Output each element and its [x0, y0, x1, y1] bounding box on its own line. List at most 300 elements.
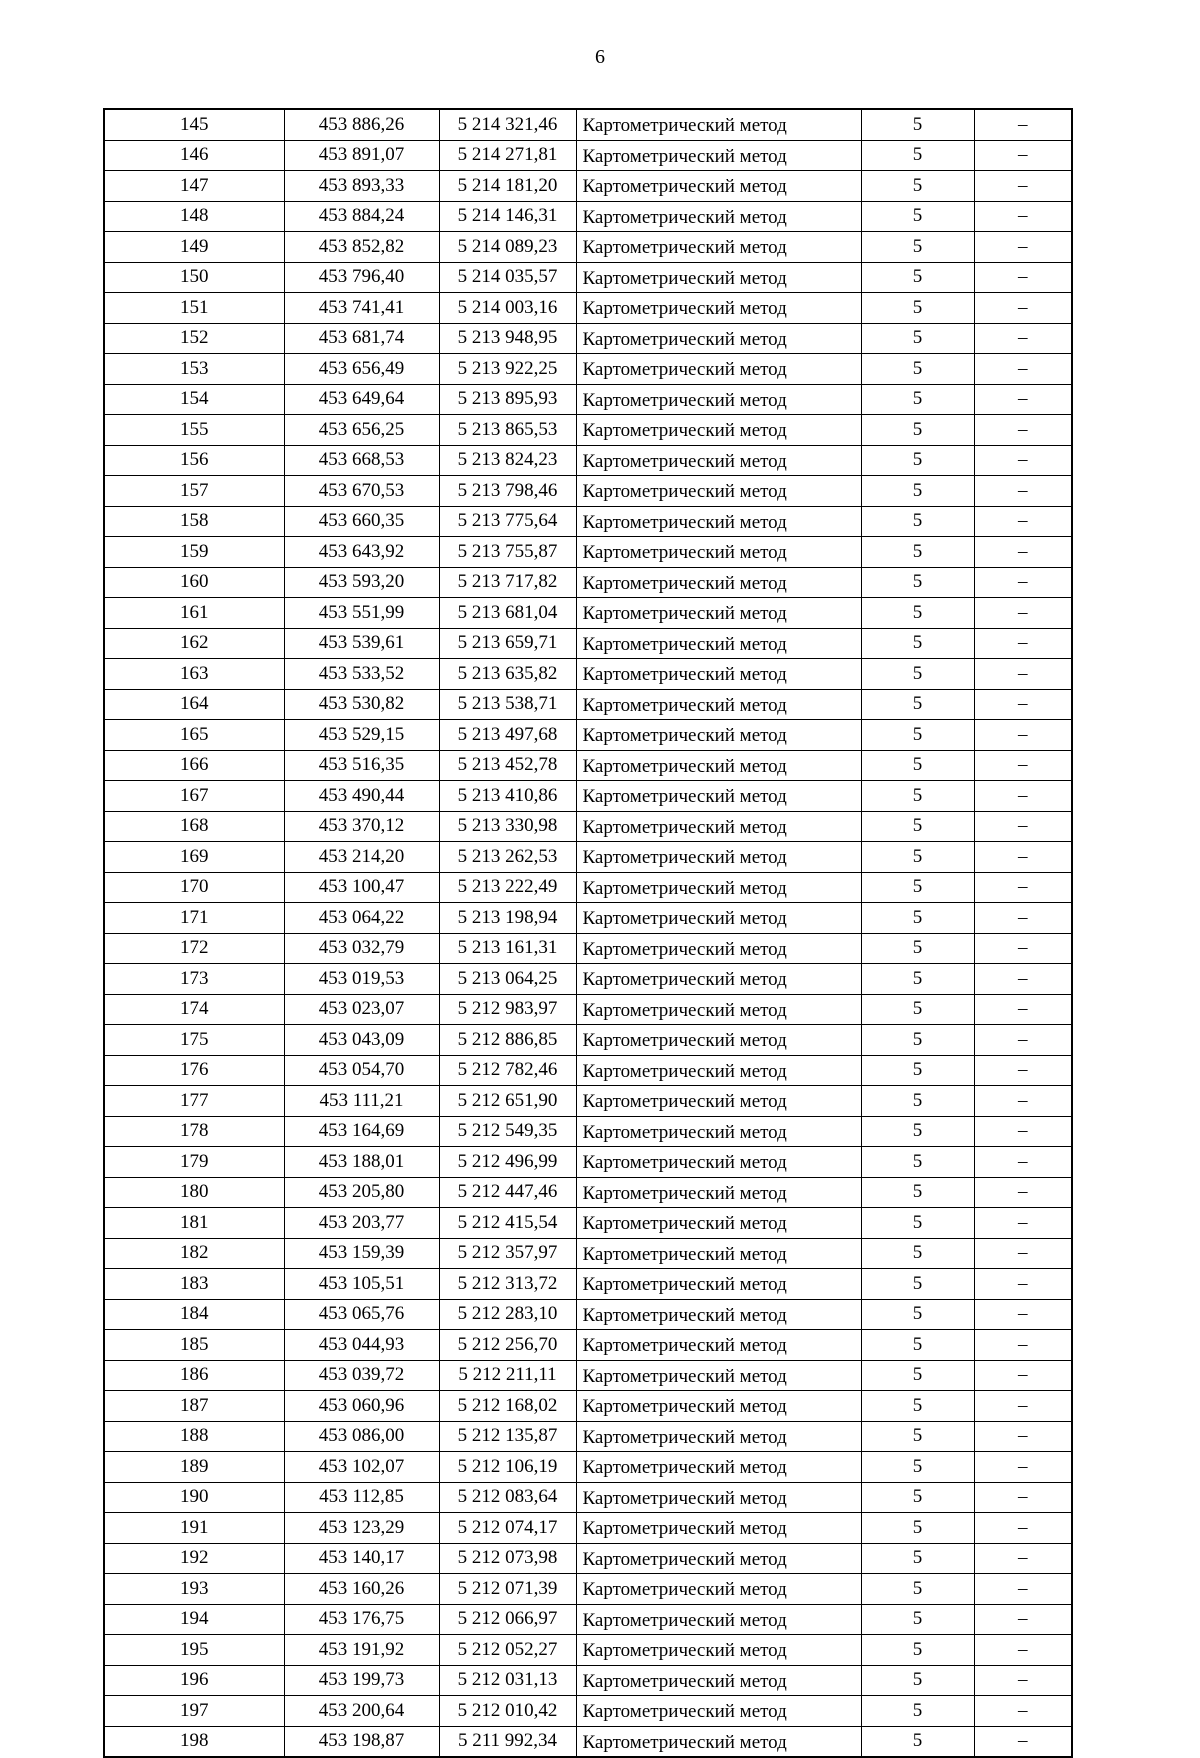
method-cell: Картометрический метод — [576, 1665, 861, 1696]
coordinate-y-cell: 5 214 271,81 — [439, 140, 576, 171]
description-cell: – — [974, 415, 1072, 446]
coordinate-y-cell: 5 212 256,70 — [439, 1330, 576, 1361]
coordinate-x-cell: 453 039,72 — [284, 1360, 439, 1391]
coordinate-x-cell: 453 516,35 — [284, 750, 439, 781]
method-cell: Картометрический метод — [576, 171, 861, 202]
table-row — [104, 384, 1072, 415]
method-cell: Картометрический метод — [576, 720, 861, 751]
description-cell: – — [974, 384, 1072, 415]
description-cell: – — [974, 1086, 1072, 1117]
method-cell: Картометрический метод — [576, 1055, 861, 1086]
point-number-cell: 161 — [104, 598, 284, 629]
accuracy-cell: 5 — [861, 109, 974, 140]
description-cell: – — [974, 1360, 1072, 1391]
table-row — [104, 628, 1072, 659]
coordinate-x-cell: 453 199,73 — [284, 1665, 439, 1696]
table-row — [104, 201, 1072, 232]
point-number-cell: 168 — [104, 811, 284, 842]
description-cell: – — [974, 201, 1072, 232]
accuracy-cell: 5 — [861, 1421, 974, 1452]
accuracy-cell: 5 — [861, 1025, 974, 1056]
coordinates-table — [103, 108, 1073, 1758]
method-cell: Картометрический метод — [576, 201, 861, 232]
coordinate-x-cell: 453 032,79 — [284, 933, 439, 964]
coordinate-x-cell: 453 670,53 — [284, 476, 439, 507]
accuracy-cell: 5 — [861, 567, 974, 598]
table-row — [104, 567, 1072, 598]
description-cell: – — [974, 659, 1072, 690]
coordinate-x-cell: 453 054,70 — [284, 1055, 439, 1086]
description-cell: – — [974, 1635, 1072, 1666]
table-row — [104, 1330, 1072, 1361]
coordinate-x-cell: 453 681,74 — [284, 323, 439, 354]
method-cell: Картометрический метод — [576, 1086, 861, 1117]
description-cell: – — [974, 567, 1072, 598]
description-cell: – — [974, 628, 1072, 659]
description-cell: – — [974, 994, 1072, 1025]
table-row — [104, 140, 1072, 171]
coordinate-x-cell: 453 668,53 — [284, 445, 439, 476]
coordinate-y-cell: 5 212 983,97 — [439, 994, 576, 1025]
coordinate-x-cell: 453 200,64 — [284, 1696, 439, 1727]
coordinate-x-cell: 453 065,76 — [284, 1299, 439, 1330]
coordinate-y-cell: 5 213 824,23 — [439, 445, 576, 476]
point-number-cell: 197 — [104, 1696, 284, 1727]
description-cell: – — [974, 1177, 1072, 1208]
coordinate-x-cell: 453 102,07 — [284, 1452, 439, 1483]
coordinate-x-cell: 453 188,01 — [284, 1147, 439, 1178]
method-cell: Картометрический метод — [576, 903, 861, 934]
point-number-cell: 198 — [104, 1726, 284, 1757]
accuracy-cell: 5 — [861, 750, 974, 781]
point-number-cell: 151 — [104, 293, 284, 324]
method-cell: Картометрический метод — [576, 1330, 861, 1361]
coordinate-y-cell: 5 213 410,86 — [439, 781, 576, 812]
description-cell: – — [974, 598, 1072, 629]
coordinate-x-cell: 453 214,20 — [284, 842, 439, 873]
point-number-cell: 187 — [104, 1391, 284, 1422]
coordinate-x-cell: 453 203,77 — [284, 1208, 439, 1239]
point-number-cell: 145 — [104, 109, 284, 140]
point-number-cell: 188 — [104, 1421, 284, 1452]
table-row — [104, 262, 1072, 293]
coordinate-y-cell: 5 212 357,97 — [439, 1238, 576, 1269]
point-number-cell: 177 — [104, 1086, 284, 1117]
point-number-cell: 192 — [104, 1543, 284, 1574]
coordinate-x-cell: 453 019,53 — [284, 964, 439, 995]
accuracy-cell: 5 — [861, 262, 974, 293]
coordinate-y-cell: 5 212 083,64 — [439, 1482, 576, 1513]
description-cell: – — [974, 1116, 1072, 1147]
description-cell: – — [974, 903, 1072, 934]
table-row — [104, 1543, 1072, 1574]
coordinate-y-cell: 5 214 003,16 — [439, 293, 576, 324]
accuracy-cell: 5 — [861, 171, 974, 202]
coordinate-y-cell: 5 213 330,98 — [439, 811, 576, 842]
point-number-cell: 169 — [104, 842, 284, 873]
coordinate-x-cell: 453 111,21 — [284, 1086, 439, 1117]
coordinate-x-cell: 453 105,51 — [284, 1269, 439, 1300]
table-row — [104, 689, 1072, 720]
point-number-cell: 149 — [104, 232, 284, 263]
point-number-cell: 158 — [104, 506, 284, 537]
description-cell: – — [974, 262, 1072, 293]
coordinate-y-cell: 5 212 211,11 — [439, 1360, 576, 1391]
method-cell: Картометрический метод — [576, 1421, 861, 1452]
description-cell: – — [974, 933, 1072, 964]
coordinate-x-cell: 453 741,41 — [284, 293, 439, 324]
point-number-cell: 174 — [104, 994, 284, 1025]
coordinate-y-cell: 5 213 865,53 — [439, 415, 576, 446]
table-row — [104, 964, 1072, 995]
table-row — [104, 1574, 1072, 1605]
description-cell: – — [974, 964, 1072, 995]
coordinate-x-cell: 453 176,75 — [284, 1604, 439, 1635]
accuracy-cell: 5 — [861, 1665, 974, 1696]
method-cell: Картометрический метод — [576, 1177, 861, 1208]
table-row — [104, 232, 1072, 263]
table-row — [104, 415, 1072, 446]
description-cell: – — [974, 781, 1072, 812]
point-number-cell: 190 — [104, 1482, 284, 1513]
method-cell: Картометрический метод — [576, 994, 861, 1025]
description-cell: – — [974, 1025, 1072, 1056]
method-cell: Картометрический метод — [576, 1452, 861, 1483]
coordinate-y-cell: 5 213 775,64 — [439, 506, 576, 537]
description-cell: – — [974, 109, 1072, 140]
description-cell: – — [974, 1696, 1072, 1727]
point-number-cell: 173 — [104, 964, 284, 995]
coordinate-y-cell: 5 213 798,46 — [439, 476, 576, 507]
point-number-cell: 160 — [104, 567, 284, 598]
description-cell: – — [974, 811, 1072, 842]
method-cell: Картометрический метод — [576, 354, 861, 385]
table-row — [104, 872, 1072, 903]
method-cell: Картометрический метод — [576, 964, 861, 995]
point-number-cell: 154 — [104, 384, 284, 415]
coordinate-y-cell: 5 212 283,10 — [439, 1299, 576, 1330]
coordinate-x-cell: 453 164,69 — [284, 1116, 439, 1147]
description-cell: – — [974, 1543, 1072, 1574]
point-number-cell: 179 — [104, 1147, 284, 1178]
table-row — [104, 1482, 1072, 1513]
table-row — [104, 1055, 1072, 1086]
table-row — [104, 445, 1072, 476]
description-cell: – — [974, 140, 1072, 171]
point-number-cell: 166 — [104, 750, 284, 781]
method-cell: Картометрический метод — [576, 598, 861, 629]
coordinate-x-cell: 453 112,85 — [284, 1482, 439, 1513]
method-cell: Картометрический метод — [576, 323, 861, 354]
description-cell: – — [974, 720, 1072, 751]
coordinate-y-cell: 5 211 992,34 — [439, 1726, 576, 1757]
coordinate-y-cell: 5 212 052,27 — [439, 1635, 576, 1666]
table-row — [104, 1696, 1072, 1727]
method-cell: Картометрический метод — [576, 1635, 861, 1666]
method-cell: Картометрический метод — [576, 1513, 861, 1544]
coordinate-y-cell: 5 213 262,53 — [439, 842, 576, 873]
accuracy-cell: 5 — [861, 1604, 974, 1635]
accuracy-cell: 5 — [861, 293, 974, 324]
table-row — [104, 506, 1072, 537]
accuracy-cell: 5 — [861, 598, 974, 629]
accuracy-cell: 5 — [861, 201, 974, 232]
description-cell: – — [974, 1330, 1072, 1361]
table-row — [104, 598, 1072, 629]
coordinate-y-cell: 5 212 782,46 — [439, 1055, 576, 1086]
coordinate-x-cell: 453 159,39 — [284, 1238, 439, 1269]
method-cell: Картометрический метод — [576, 811, 861, 842]
method-cell: Картометрический метод — [576, 1238, 861, 1269]
description-cell: – — [974, 1452, 1072, 1483]
point-number-cell: 163 — [104, 659, 284, 690]
coordinate-x-cell: 453 043,09 — [284, 1025, 439, 1056]
accuracy-cell: 5 — [861, 232, 974, 263]
method-cell: Картометрический метод — [576, 842, 861, 873]
method-cell: Картометрический метод — [576, 1025, 861, 1056]
table-row — [104, 354, 1072, 385]
description-cell: – — [974, 1665, 1072, 1696]
coordinate-x-cell: 453 884,24 — [284, 201, 439, 232]
method-cell: Картометрический метод — [576, 476, 861, 507]
accuracy-cell: 5 — [861, 1543, 974, 1574]
coordinate-y-cell: 5 213 717,82 — [439, 567, 576, 598]
coordinate-x-cell: 453 044,93 — [284, 1330, 439, 1361]
coordinate-x-cell: 453 660,35 — [284, 506, 439, 537]
table-row — [104, 842, 1072, 873]
coordinate-y-cell: 5 213 922,25 — [439, 354, 576, 385]
method-cell: Картометрический метод — [576, 537, 861, 568]
coordinate-y-cell: 5 213 452,78 — [439, 750, 576, 781]
description-cell: – — [974, 476, 1072, 507]
accuracy-cell: 5 — [861, 506, 974, 537]
accuracy-cell: 5 — [861, 445, 974, 476]
point-number-cell: 148 — [104, 201, 284, 232]
accuracy-cell: 5 — [861, 872, 974, 903]
coordinate-x-cell: 453 191,92 — [284, 1635, 439, 1666]
method-cell: Картометрический метод — [576, 506, 861, 537]
description-cell: – — [974, 1208, 1072, 1239]
point-number-cell: 178 — [104, 1116, 284, 1147]
coordinate-y-cell: 5 213 681,04 — [439, 598, 576, 629]
accuracy-cell: 5 — [861, 689, 974, 720]
method-cell: Картометрический метод — [576, 1299, 861, 1330]
table-row — [104, 537, 1072, 568]
table-row — [104, 323, 1072, 354]
description-cell: – — [974, 842, 1072, 873]
coordinate-y-cell: 5 212 135,87 — [439, 1421, 576, 1452]
point-number-cell: 153 — [104, 354, 284, 385]
coordinate-y-cell: 5 213 755,87 — [439, 537, 576, 568]
accuracy-cell: 5 — [861, 659, 974, 690]
accuracy-cell: 5 — [861, 323, 974, 354]
coordinate-x-cell: 453 160,26 — [284, 1574, 439, 1605]
accuracy-cell: 5 — [861, 415, 974, 446]
table-row — [104, 781, 1072, 812]
description-cell: – — [974, 232, 1072, 263]
accuracy-cell: 5 — [861, 1177, 974, 1208]
coordinate-y-cell: 5 214 035,57 — [439, 262, 576, 293]
description-cell: – — [974, 1055, 1072, 1086]
description-cell: – — [974, 1604, 1072, 1635]
description-cell: – — [974, 1574, 1072, 1605]
coordinate-y-cell: 5 212 074,17 — [439, 1513, 576, 1544]
accuracy-cell: 5 — [861, 1726, 974, 1757]
method-cell: Картометрический метод — [576, 1208, 861, 1239]
coordinate-y-cell: 5 214 321,46 — [439, 109, 576, 140]
point-number-cell: 170 — [104, 872, 284, 903]
method-cell: Картометрический метод — [576, 140, 861, 171]
accuracy-cell: 5 — [861, 1116, 974, 1147]
coordinate-x-cell: 453 893,33 — [284, 171, 439, 202]
point-number-cell: 157 — [104, 476, 284, 507]
table-row — [104, 1238, 1072, 1269]
table-row — [104, 109, 1072, 140]
coordinate-y-cell: 5 212 071,39 — [439, 1574, 576, 1605]
point-number-cell: 186 — [104, 1360, 284, 1391]
table-row — [104, 1299, 1072, 1330]
point-number-cell: 147 — [104, 171, 284, 202]
coordinate-x-cell: 453 891,07 — [284, 140, 439, 171]
table-row — [104, 1086, 1072, 1117]
method-cell: Картометрический метод — [576, 1360, 861, 1391]
table-row — [104, 293, 1072, 324]
coordinate-x-cell: 453 529,15 — [284, 720, 439, 751]
coordinate-x-cell: 453 551,99 — [284, 598, 439, 629]
method-cell: Картометрический метод — [576, 659, 861, 690]
point-number-cell: 159 — [104, 537, 284, 568]
table-row — [104, 1604, 1072, 1635]
method-cell: Картометрический метод — [576, 933, 861, 964]
description-cell: – — [974, 1421, 1072, 1452]
coordinate-x-cell: 453 593,20 — [284, 567, 439, 598]
coordinate-y-cell: 5 212 415,54 — [439, 1208, 576, 1239]
description-cell: – — [974, 1238, 1072, 1269]
accuracy-cell: 5 — [861, 1086, 974, 1117]
method-cell: Картометрический метод — [576, 1726, 861, 1757]
coordinate-y-cell: 5 213 659,71 — [439, 628, 576, 659]
coordinate-x-cell: 453 205,80 — [284, 1177, 439, 1208]
coordinate-y-cell: 5 212 066,97 — [439, 1604, 576, 1635]
coordinate-y-cell: 5 212 031,13 — [439, 1665, 576, 1696]
table-row — [104, 1147, 1072, 1178]
method-cell: Картометрический метод — [576, 1482, 861, 1513]
accuracy-cell: 5 — [861, 994, 974, 1025]
point-number-cell: 181 — [104, 1208, 284, 1239]
method-cell: Картометрический метод — [576, 1147, 861, 1178]
coordinate-x-cell: 453 643,92 — [284, 537, 439, 568]
method-cell: Картометрический метод — [576, 415, 861, 446]
coordinate-x-cell: 453 539,61 — [284, 628, 439, 659]
coordinate-x-cell: 453 086,00 — [284, 1421, 439, 1452]
coordinate-x-cell: 453 123,29 — [284, 1513, 439, 1544]
point-number-cell: 167 — [104, 781, 284, 812]
description-cell: – — [974, 1726, 1072, 1757]
method-cell: Картометрический метод — [576, 1604, 861, 1635]
table-row — [104, 811, 1072, 842]
point-number-cell: 150 — [104, 262, 284, 293]
description-cell: – — [974, 293, 1072, 324]
page-number: 6 — [595, 46, 605, 68]
table-row — [104, 1726, 1072, 1757]
method-cell: Картометрический метод — [576, 445, 861, 476]
description-cell: – — [974, 1299, 1072, 1330]
accuracy-cell: 5 — [861, 811, 974, 842]
coordinate-y-cell: 5 212 010,42 — [439, 1696, 576, 1727]
coordinate-x-cell: 453 886,26 — [284, 109, 439, 140]
accuracy-cell: 5 — [861, 933, 974, 964]
accuracy-cell: 5 — [861, 1513, 974, 1544]
coordinate-y-cell: 5 213 538,71 — [439, 689, 576, 720]
accuracy-cell: 5 — [861, 1635, 974, 1666]
table-row — [104, 1360, 1072, 1391]
table-row — [104, 1452, 1072, 1483]
point-number-cell: 175 — [104, 1025, 284, 1056]
point-number-cell: 185 — [104, 1330, 284, 1361]
description-cell: – — [974, 1482, 1072, 1513]
table-row — [104, 903, 1072, 934]
point-number-cell: 172 — [104, 933, 284, 964]
coordinate-y-cell: 5 213 064,25 — [439, 964, 576, 995]
description-cell: – — [974, 1391, 1072, 1422]
table-row — [104, 1421, 1072, 1452]
method-cell: Картометрический метод — [576, 1269, 861, 1300]
table-row — [104, 171, 1072, 202]
method-cell: Картометрический метод — [576, 1116, 861, 1147]
coordinate-x-cell: 453 649,64 — [284, 384, 439, 415]
coordinate-x-cell: 453 100,47 — [284, 872, 439, 903]
coordinate-y-cell: 5 212 447,46 — [439, 1177, 576, 1208]
coordinate-y-cell: 5 213 948,95 — [439, 323, 576, 354]
coordinate-y-cell: 5 212 549,35 — [439, 1116, 576, 1147]
coordinate-y-cell: 5 213 497,68 — [439, 720, 576, 751]
accuracy-cell: 5 — [861, 1055, 974, 1086]
accuracy-cell: 5 — [861, 1452, 974, 1483]
method-cell: Картометрический метод — [576, 232, 861, 263]
description-cell: – — [974, 537, 1072, 568]
description-cell: – — [974, 354, 1072, 385]
point-number-cell: 176 — [104, 1055, 284, 1086]
method-cell: Картометрический метод — [576, 293, 861, 324]
coordinate-x-cell: 453 064,22 — [284, 903, 439, 934]
coordinate-y-cell: 5 213 161,31 — [439, 933, 576, 964]
method-cell: Картометрический метод — [576, 1574, 861, 1605]
method-cell: Картометрический метод — [576, 1696, 861, 1727]
table-row — [104, 933, 1072, 964]
point-number-cell: 171 — [104, 903, 284, 934]
method-cell: Картометрический метод — [576, 1543, 861, 1574]
description-cell: – — [974, 1513, 1072, 1544]
accuracy-cell: 5 — [861, 1574, 974, 1605]
table-row — [104, 1025, 1072, 1056]
coordinate-x-cell: 453 198,87 — [284, 1726, 439, 1757]
accuracy-cell: 5 — [861, 1391, 974, 1422]
point-number-cell: 194 — [104, 1604, 284, 1635]
point-number-cell: 155 — [104, 415, 284, 446]
method-cell: Картометрический метод — [576, 109, 861, 140]
accuracy-cell: 5 — [861, 537, 974, 568]
accuracy-cell: 5 — [861, 842, 974, 873]
table-row — [104, 750, 1072, 781]
coordinate-x-cell: 453 852,82 — [284, 232, 439, 263]
accuracy-cell: 5 — [861, 781, 974, 812]
point-number-cell: 195 — [104, 1635, 284, 1666]
accuracy-cell: 5 — [861, 1482, 974, 1513]
accuracy-cell: 5 — [861, 1360, 974, 1391]
table-row — [104, 994, 1072, 1025]
coordinate-x-cell: 453 060,96 — [284, 1391, 439, 1422]
coordinate-y-cell: 5 213 222,49 — [439, 872, 576, 903]
